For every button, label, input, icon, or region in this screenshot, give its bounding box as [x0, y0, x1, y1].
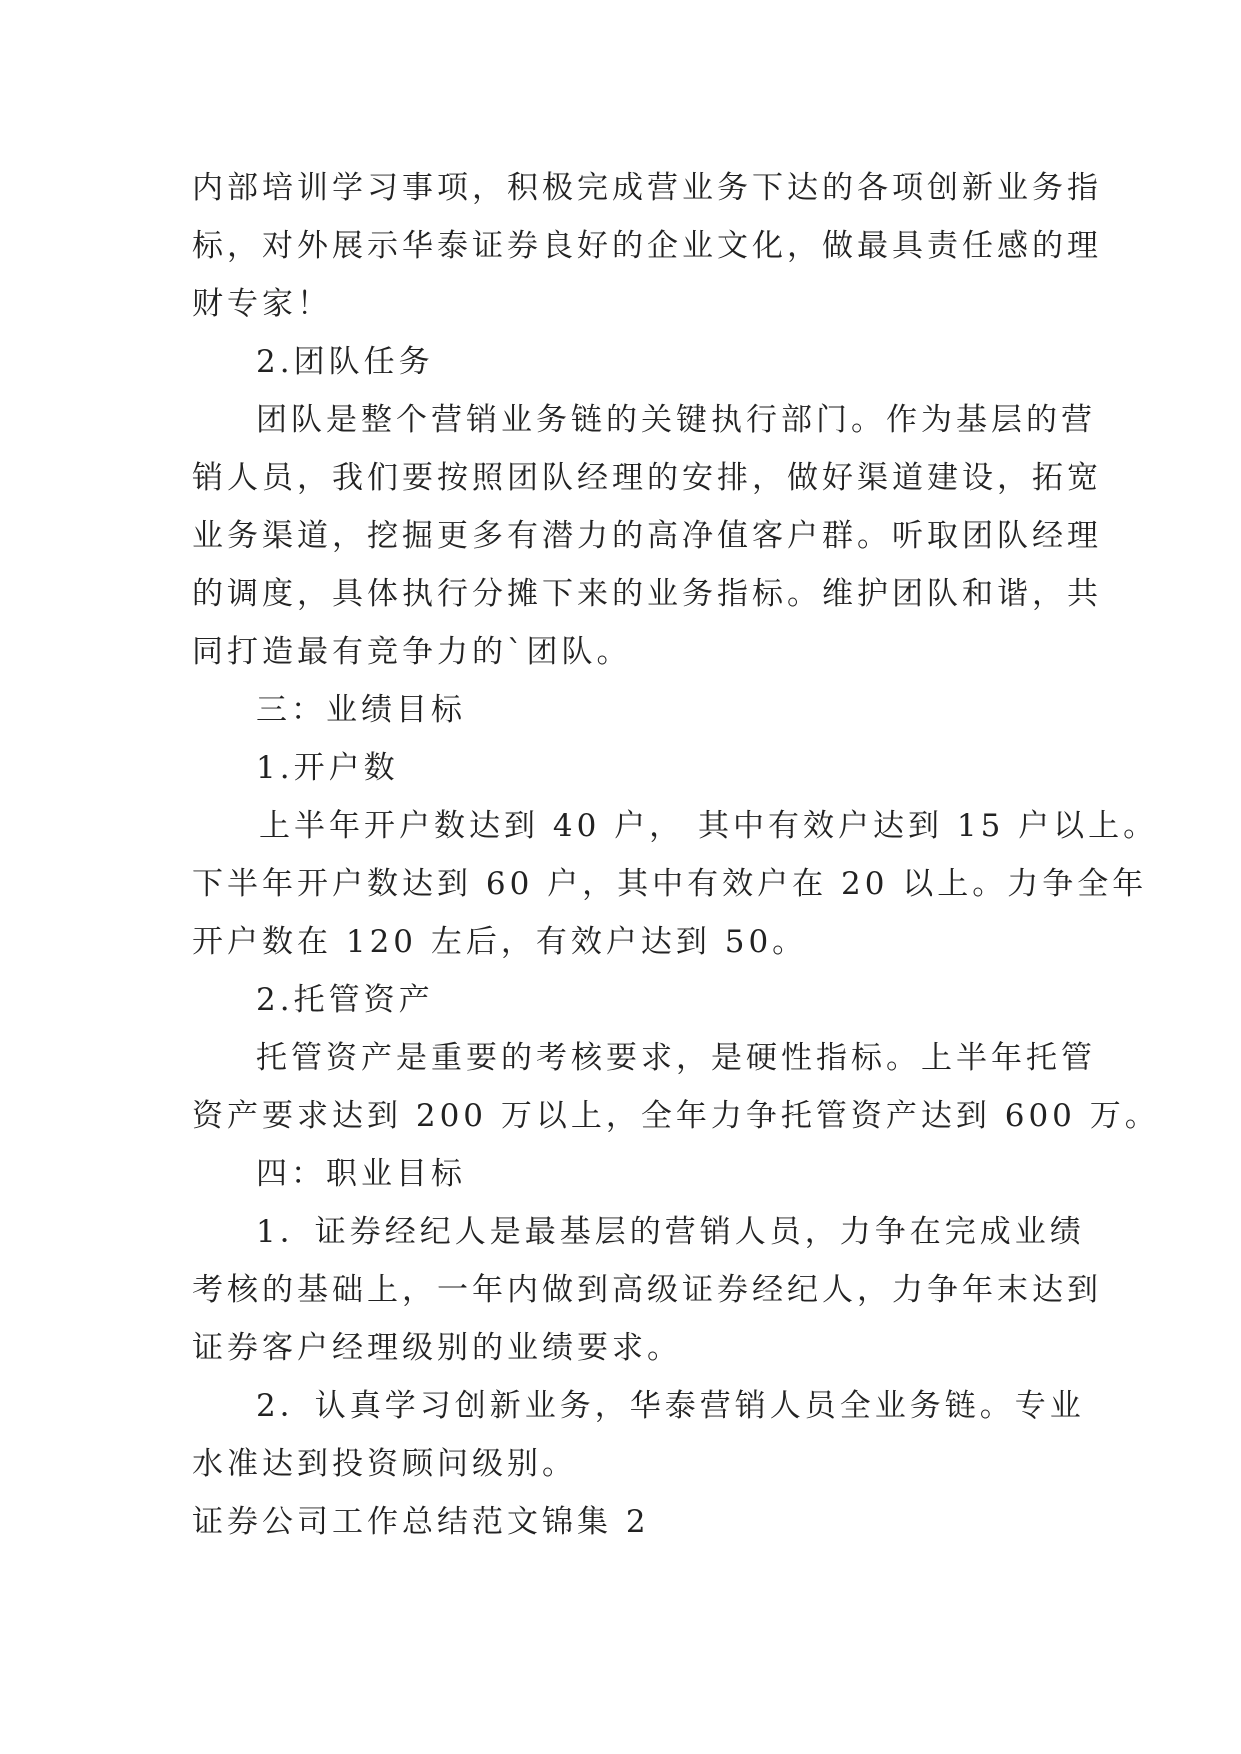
paragraph-line: 水准达到投资顾问级别。: [192, 1446, 577, 1482]
paragraph-line: 证券客户经理级别的业绩要求。: [192, 1330, 682, 1366]
section-heading: 1.开户数: [256, 750, 399, 786]
paragraph-line: 内部培训学习事项，积极完成营业务下达的各项创新业务指: [192, 170, 1102, 206]
paragraph-line: 下半年开户数达到 60 户，其中有效户在 20 以上。力争全年: [192, 866, 1148, 902]
paragraph-line: 开户数在 120 左后，有效户达到 50。: [192, 924, 808, 960]
paragraph-line: 资产要求达到 200 万以上，全年力争托管资产达到 600 万。: [192, 1098, 1160, 1134]
paragraph-line: 同打造最有竞争力的`团队。: [192, 634, 632, 670]
section-heading: 2.团队任务: [256, 344, 434, 380]
paragraph-line: 业务渠道，挖掘更多有潜力的高净值客户群。听取团队经理: [192, 518, 1102, 554]
paragraph-line: 1．证券经纪人是最基层的营销人员，力争在完成业绩: [256, 1214, 1085, 1250]
paragraph-line: 考核的基础上，一年内做到高级证券经纪人，力争年末达到: [192, 1272, 1102, 1308]
section-heading: 2.托管资产: [256, 982, 434, 1018]
paragraph-line: 财专家！: [192, 286, 332, 322]
section-heading: 三：业绩目标: [256, 692, 466, 728]
paragraph-line: 托管资产是重要的考核要求，是硬性指标。上半年托管: [256, 1040, 1096, 1076]
document-title: 证券公司工作总结范文锦集 2: [192, 1504, 650, 1540]
paragraph-line: 上半年开户数达到 40 户， 其中有效户达到 15 户以上。: [259, 808, 1159, 844]
section-heading: 四：职业目标: [256, 1156, 466, 1192]
paragraph-line: 标，对外展示华泰证券良好的企业文化，做最具责任感的理: [192, 228, 1102, 264]
paragraph-line: 销人员，我们要按照团队经理的安排，做好渠道建设，拓宽: [192, 460, 1102, 496]
paragraph-line: 2．认真学习创新业务，华泰营销人员全业务链。专业: [256, 1388, 1085, 1424]
paragraph-line: 的调度，具体执行分摊下来的业务指标。维护团队和谐，共: [192, 576, 1102, 612]
paragraph-line: 团队是整个营销业务链的关键执行部门。作为基层的营: [256, 402, 1096, 438]
